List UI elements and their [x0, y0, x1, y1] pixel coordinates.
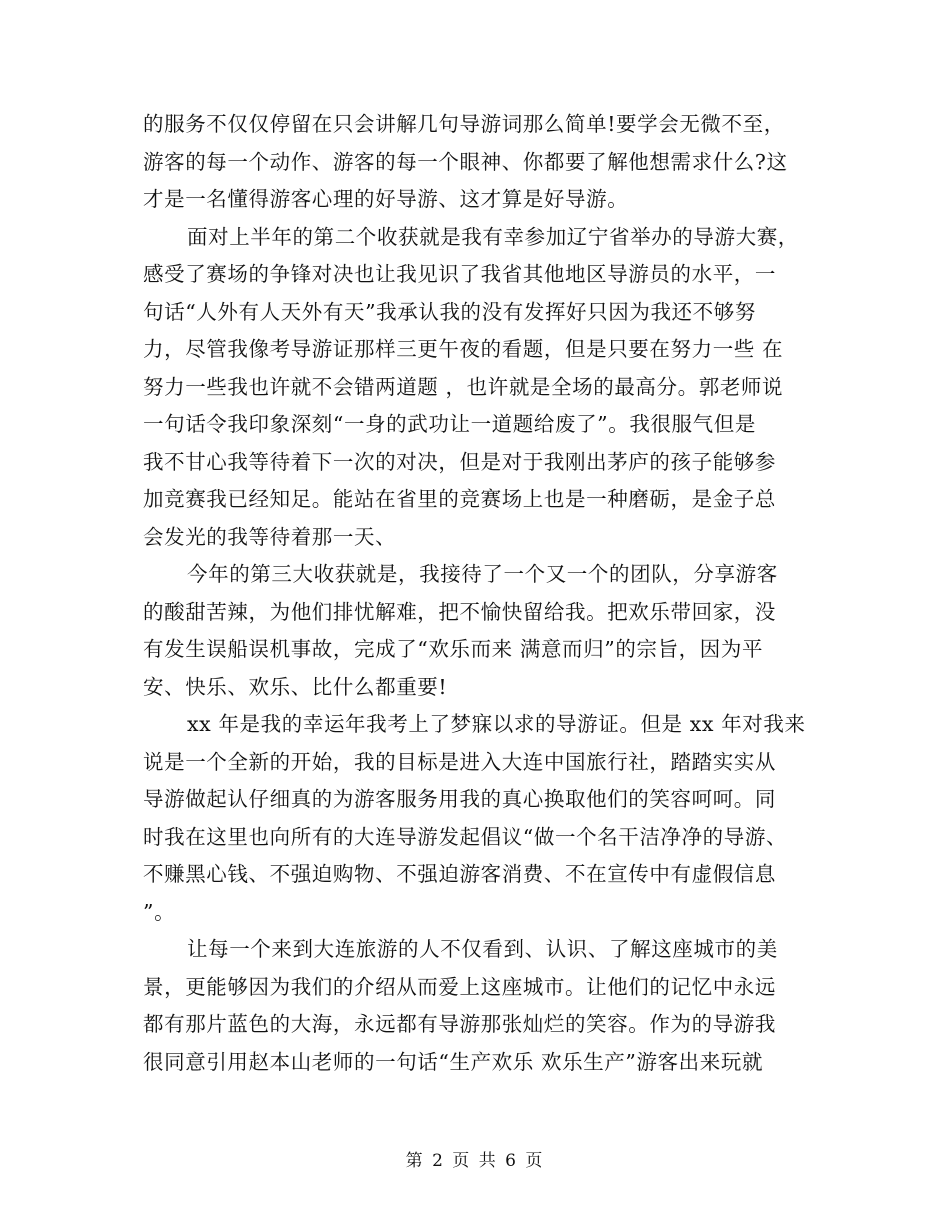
text-line: 的服务不仅仅停留在只会讲解几句导游词那么简单!要学会无微不至， — [143, 112, 785, 136]
text-line: 力，尽管我像考导游证那样三更午夜的看题，但是只要在努力一些 在 — [143, 337, 784, 361]
text-line: 加竞赛我已经知足。能站在省里的竞赛场上也是一种磨砺，是金子总 — [143, 487, 776, 511]
text-line: 景，更能够因为我们的介绍从而爱上这座城市。让他们的记忆中永远 — [143, 974, 776, 999]
text-line: 的酸甜苦辣，为他们排忧解难，把不愉快留给我。把欢乐带回家，没 — [143, 599, 776, 624]
text-line: 感受了赛场的争锋对决也让我见识了我省其他地区导游员的水平，一 — [143, 262, 776, 286]
text-line: 今年的第三大收获就是，我接待了一个又一个的团队，分享游客 — [187, 562, 778, 586]
text-line: 让每一个来到大连旅游的人不仅看到、认识、了解这座城市的美 — [187, 937, 778, 961]
text-line: 都有那片蓝色的大海，永远都有导游那张灿烂的笑容。作为的导游我 — [143, 1012, 776, 1036]
text-line: 才是一名懂得游客心理的好导游、这才算是好导游。 — [143, 187, 629, 211]
text-line: 时我在这里也向所有的大连导游发起倡议“做一个名干洁净净的导游、 — [143, 824, 788, 849]
text-line: 一句话令我印象深刻“一身的武功让一道题给废了”。我很服气但是 — [143, 412, 756, 436]
text-line: 安、快乐、欢乐、比什么都重要! — [143, 674, 448, 699]
text-line: 我不甘心我等待着下一次的对决，但是对于我刚出茅庐的孩子能够参 — [143, 449, 776, 474]
text-line: 句话“人外有人天外有天”我承认我的没有发挥好只因为我还不够努 — [143, 299, 756, 324]
text-line: 不赚黑心钱、不强迫购物、不强迫游客消费、不在宣传中有虚假信息 — [143, 862, 776, 886]
page-footer: 第 2 页 共 6 页 — [405, 1151, 545, 1171]
text-line: 努力一些我也许就不会错两道题 ，也许就是全场的最高分。郭老师说 — [143, 374, 784, 399]
text-line: 很同意引用赵本山老师的一句话“生产欢乐 欢乐生产”游客出来玩就 — [143, 1049, 764, 1074]
text-line: 有发生误船误机事故，完成了“欢乐而来 满意而归”的宗旨，因为平 — [143, 637, 764, 661]
text-line: ”。 — [143, 899, 176, 924]
text-line: 说是一个全新的开始，我的目标是进入大连中国旅行社，踏踏实实从 — [143, 749, 776, 774]
text-line: 面对上半年的第二个收获就是我有幸参加辽宁省举办的导游大赛， — [187, 224, 799, 249]
text-line: 会发光的我等待着那一天、 — [143, 524, 397, 549]
text-line: 导游做起认仔细真的为游客服务用我的真心换取他们的笑容呵呵。同 — [143, 787, 776, 811]
body-text — [143, 106, 813, 1081]
text-line: 游客的每一个动作、游客的每一个眼神、你都要了解他想需求什么?这 — [143, 149, 788, 174]
text-line: xx 年是我的幸运年我考上了梦寐以求的导游证。但是 xx 年对我来 — [187, 712, 806, 736]
